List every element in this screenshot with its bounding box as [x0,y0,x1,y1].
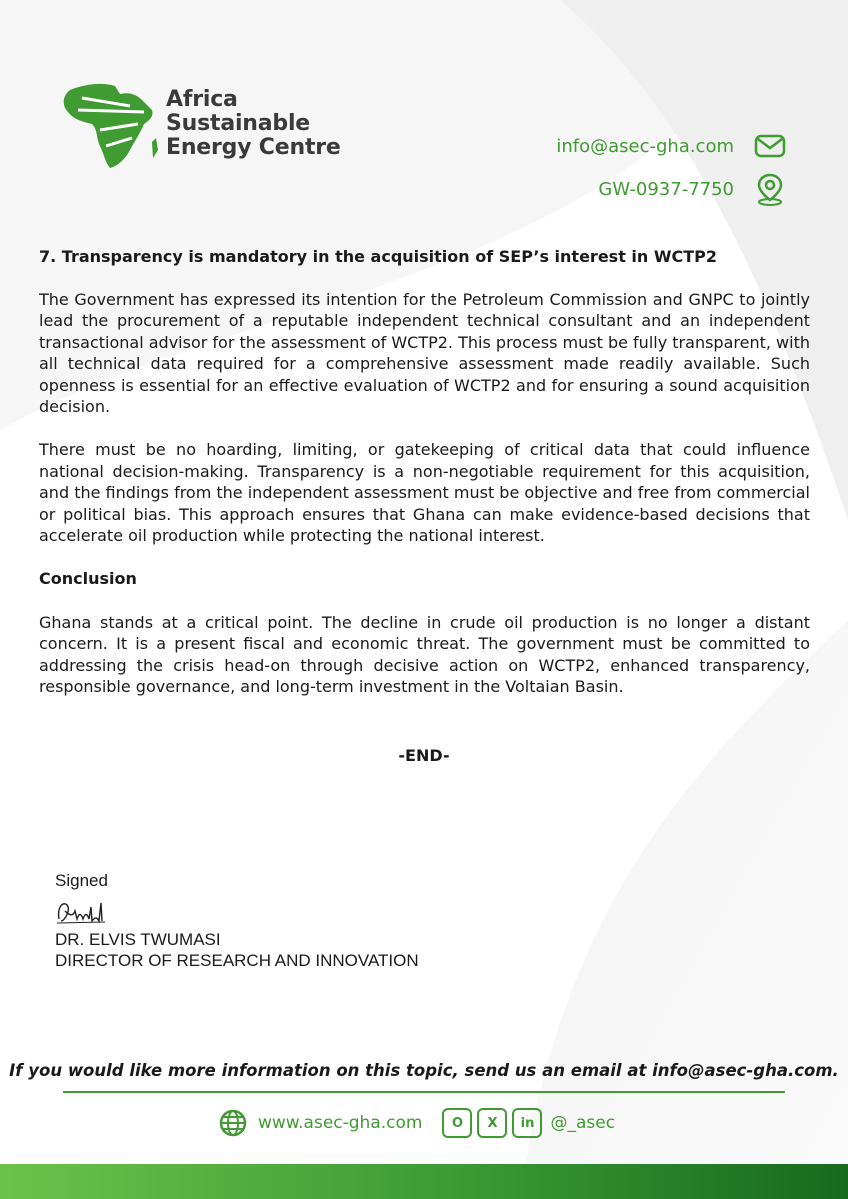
website-link[interactable]: www.asec-gha.com [258,1113,423,1133]
contact-email [556,134,786,158]
org-name-line: Sustainable [166,111,311,136]
handwritten-signature [55,897,115,927]
conclusion-paragraph: Ghana stands at a critical point. The decline in crude oil production is no longer a distant concern. It is a present fiscal and economic threat. The government must be committed to addressing the crisis head-on through decisive action on WCTP2, enhanced transparency, responsible governance, and long-term investment in the Voltaian Basin. [39,612,810,696]
body-paragraph: The Government has expressed its intention for the Petroleum Commission and GNPC to jointly lead the procurement of a reputable independent technical consultant and an independent transactional advisor for the assessment of WCTP2. This process must be fully transparent, with all technical data required for a comprehensive assessment made readily available. Such openness is essential for an effective evaluation of WCTP2 and for ensuring a sound acquisition decision. [39,289,810,416]
footer-divider [63,1091,785,1093]
instagram-icon[interactable]: O [442,1108,472,1138]
address-code-text: GW-0937-7750 [598,178,734,200]
org-name-line: Energy Centre [166,135,341,160]
linkedin-icon[interactable]: in [512,1108,542,1138]
footer-green-bar [0,1164,848,1199]
signatory-name: DR. ELVIS TWUMASI [55,930,221,949]
organization-name [166,88,341,160]
social-handle[interactable]: @_asec [550,1113,616,1133]
envelope-icon [754,134,786,158]
letter-body [39,246,810,719]
globe-icon [218,1108,248,1138]
africa-map-logo [60,80,160,170]
contact-address [598,172,786,206]
footer-note: If you would like more information on this topic, send us an email at info@asec-gha.com. [9,1061,839,1080]
conclusion-heading: Conclusion [39,569,137,588]
signatory-title: DIRECTOR OF RESEARCH AND INNOVATION [55,951,419,970]
section-heading: 7. Transparency is mandatory in the acquisition of SEP’s interest in WCTP2 [39,247,718,266]
email-text[interactable]: info@asec-gha.com [556,135,734,157]
signed-label: Signed [55,871,108,890]
end-mark: -END- [398,746,450,765]
social-icons [442,1108,542,1138]
body-paragraph: There must be no hoarding, limiting, or gatekeeping of critical data that could influence national decision-making. Transparency is a non-negotiable requirement for this acquisition, and the findings from the independent assessment must be objective and free from commercial or political bias. This approach ensures that Ghana can make evidence-based decisions that accelerate oil production while protecting the national interest. [39,440,810,545]
org-name-line: Africa [166,87,238,112]
map-pin-icon [754,172,786,206]
footer-links [218,1108,615,1138]
signature-block [55,870,419,971]
x-icon[interactable]: X [477,1108,507,1138]
